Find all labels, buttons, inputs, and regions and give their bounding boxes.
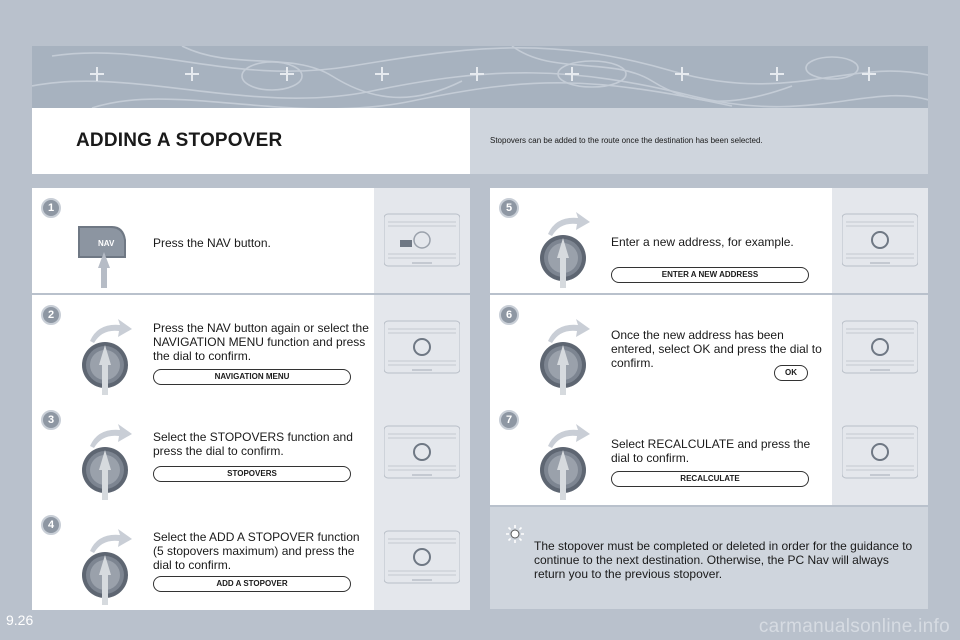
intro-panel	[470, 108, 928, 174]
dial-knob-icon	[78, 525, 158, 605]
step-text: Press the NAV button again or select the NAVIGATION MENU function and press the dial to confirm.	[153, 321, 369, 363]
step-6	[490, 295, 928, 400]
menu-option-button[interactable]: ENTER A NEW ADDRESS	[611, 267, 809, 283]
step-text: Select the STOPOVERS function and press the dial to confirm.	[153, 430, 353, 458]
tip-panel	[490, 507, 928, 609]
radio-unit-icon	[384, 527, 460, 587]
dial-knob-icon	[536, 315, 616, 395]
radio-thumbnail	[832, 400, 928, 505]
step-number-badge: 3	[41, 410, 61, 430]
page-number: 9.26	[6, 612, 34, 628]
radio-unit-icon	[842, 210, 918, 270]
radio-unit-icon	[384, 317, 460, 377]
step-number-badge: 5	[499, 198, 519, 218]
radio-thumbnail	[374, 295, 470, 400]
step-number-badge: 1	[41, 198, 61, 218]
step-number-badge: 7	[499, 410, 519, 430]
radio-thumbnail	[374, 188, 470, 293]
step-4	[32, 505, 470, 610]
step-number-badge: 6	[499, 305, 519, 325]
radio-unit-icon	[842, 422, 918, 482]
radio-unit-icon	[384, 422, 460, 482]
svg-text:NAV: NAV	[98, 239, 115, 248]
radio-thumbnail	[374, 505, 470, 610]
radio-unit-icon	[384, 210, 460, 270]
step-1	[32, 188, 470, 293]
step-number-badge: 4	[41, 515, 61, 535]
header-banner	[32, 46, 928, 108]
tip-text: The stopover must be completed or deleted in order for the guidance to continue to the next destination. Otherwise, the PC Nav will always return you to the previous stopover.	[534, 539, 913, 581]
radio-thumbnail	[832, 188, 928, 293]
menu-option-button[interactable]: STOPOVERS	[153, 466, 351, 482]
step-text: Select the ADD A STOPOVER function (5 stopovers maximum) and press the dial to confirm.	[153, 530, 360, 572]
step-text: Once the new address has been entered, select OK and press the dial to confirm.	[611, 328, 822, 370]
ok-button[interactable]: OK	[774, 365, 808, 381]
intro-text: Stopovers can be added to the route once the destination has been selected.	[490, 136, 763, 145]
step-5	[490, 188, 928, 293]
step-text: Select RECALCULATE and press the dial to confirm.	[611, 437, 811, 465]
step-2	[32, 295, 470, 400]
watermark: carmanualsonline.info	[758, 616, 950, 637]
menu-option-button[interactable]: ADD A STOPOVER	[153, 576, 351, 592]
dial-knob-icon	[536, 208, 616, 288]
radio-thumbnail	[374, 400, 470, 505]
menu-option-button[interactable]: RECALCULATE	[611, 471, 809, 487]
page-title: ADDING A STOPOVER	[76, 130, 283, 151]
dial-knob-icon	[78, 420, 158, 500]
topographic-pattern	[32, 46, 928, 108]
radio-unit-icon	[842, 317, 918, 377]
dial-knob-icon	[536, 420, 616, 500]
step-3	[32, 400, 470, 505]
radio-thumbnail	[832, 295, 928, 400]
lightbulb-icon	[506, 525, 524, 543]
dial-knob-icon	[78, 315, 158, 395]
menu-option-button[interactable]: NAVIGATION MENU	[153, 369, 351, 385]
step-7	[490, 400, 928, 505]
title-card	[32, 108, 470, 174]
step-text: Press the NAV button.	[153, 236, 271, 250]
step-number-badge: 2	[41, 305, 61, 325]
step-text: Enter a new address, for example.	[611, 235, 794, 249]
nav-key-icon	[78, 208, 158, 288]
